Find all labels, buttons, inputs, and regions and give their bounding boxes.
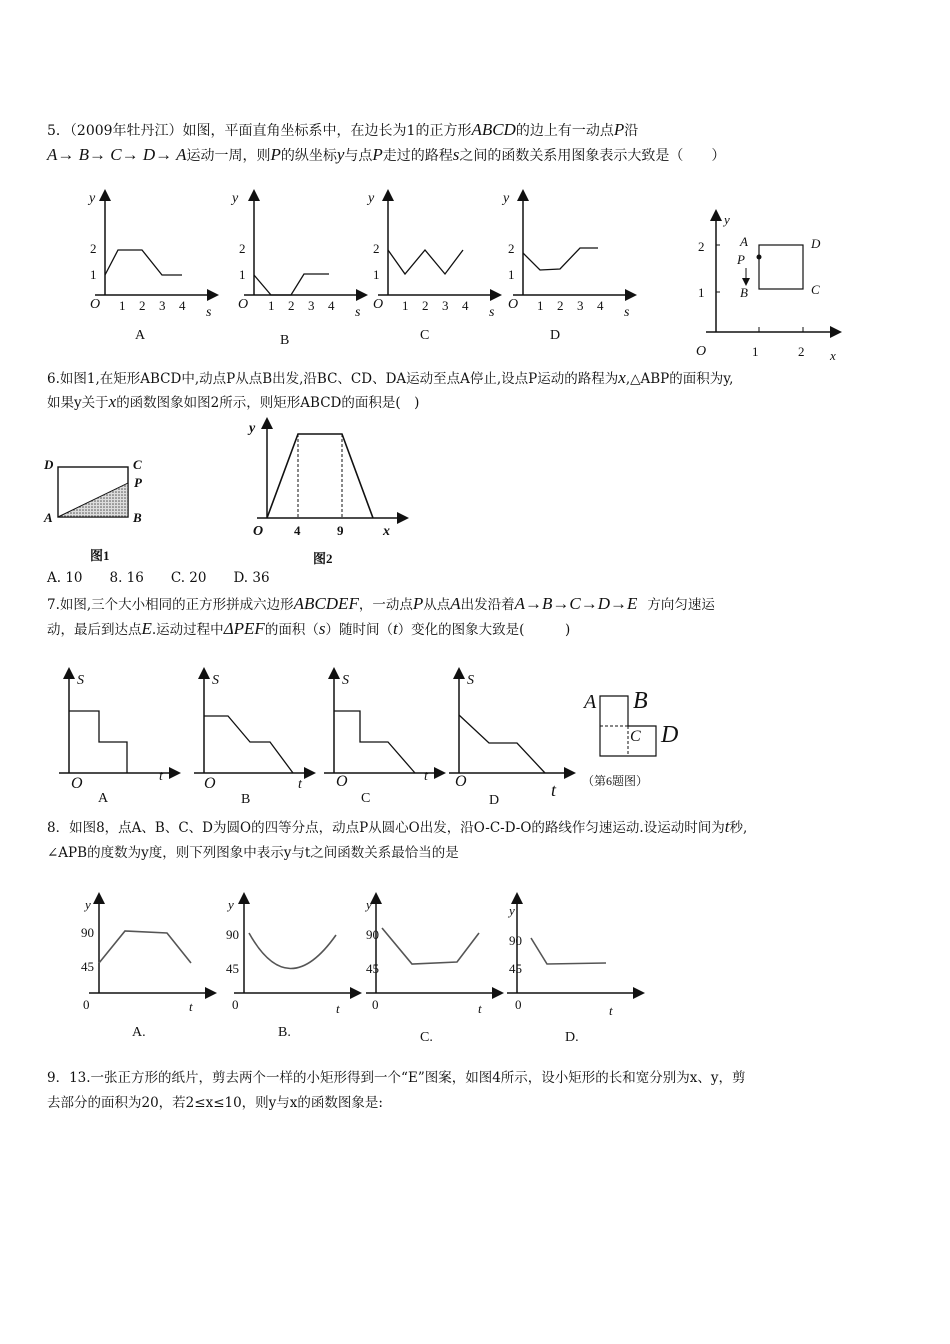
svg-text:t: t [298, 777, 302, 792]
svg-text:0: 0 [83, 997, 90, 1012]
q7b-curve [204, 716, 293, 773]
svg-text:t: t [551, 780, 557, 800]
svg-text:4: 4 [462, 298, 469, 313]
svg-text:1: 1 [90, 267, 97, 282]
q7-option-d: D [489, 793, 500, 808]
q6-choices: A. 10 8. 16 C. 20 D. 36 [47, 570, 270, 586]
q8-line-2: ∠APB的度数为y度，则下列图象中表示y与t之间函数关系最恰当的是 [47, 845, 459, 861]
svg-text:2: 2 [798, 344, 805, 359]
q5-line-1: 5．（2009年牡丹江）如图，平面直角坐标系中，在边长为1的正方形ABCD的边上有一动点P沿 [47, 120, 639, 139]
q5-option-b: B [280, 333, 290, 348]
svg-text:1: 1 [698, 285, 705, 300]
q7d-curve [459, 715, 545, 773]
svg-text:（第6题图）: （第6题图） [582, 774, 649, 788]
svg-text:t: t [424, 769, 428, 784]
q7-hexagon-figure [578, 678, 698, 793]
svg-text:1: 1 [402, 298, 409, 313]
q5d-curve [523, 248, 598, 270]
q7-graph-b [190, 668, 320, 792]
q5c-curve [388, 250, 463, 274]
svg-text:y: y [228, 897, 234, 912]
svg-text:2: 2 [373, 241, 380, 256]
q7-graph-c [320, 668, 450, 788]
svg-text:0: 0 [372, 997, 379, 1012]
q6-curve [267, 434, 373, 518]
q7a-curve [69, 711, 127, 773]
svg-text:y: y [85, 897, 91, 912]
svg-text:1: 1 [537, 298, 544, 313]
svg-text:45: 45 [226, 961, 239, 976]
svg-text:S: S [342, 673, 349, 688]
svg-text:O: O [508, 297, 519, 312]
q6-figure-1 [40, 455, 170, 565]
svg-text:t: t [609, 1003, 613, 1018]
q6-line-2: 如果y关于x的函数图象如图2所示，则矩形ABCD的面积是( ) [47, 392, 420, 411]
svg-text:S: S [212, 673, 219, 688]
svg-text:O: O [71, 775, 83, 792]
svg-text:1: 1 [508, 267, 515, 282]
q8a-curve [99, 931, 191, 963]
svg-text:B: B [740, 285, 748, 300]
svg-text:B: B [633, 688, 648, 714]
q8-graph-c [362, 893, 502, 1016]
svg-text:0: 0 [232, 997, 239, 1012]
svg-text:y: y [509, 903, 515, 918]
svg-text:1: 1 [752, 344, 759, 359]
q5-square-figure [688, 210, 848, 370]
svg-text:4: 4 [294, 523, 301, 538]
svg-text:x: x [830, 348, 836, 363]
q8-option-d: D. [565, 1030, 579, 1045]
q5b-curve [254, 274, 329, 295]
svg-text:90: 90 [81, 925, 94, 940]
q6-line-1: 6.如图1,在矩形ABCD中,动点P从点B出发,沿BC、CD、DA运动至点A停止,设点P运动的路程为x,△ABP的面积为y, [47, 368, 734, 387]
svg-text:1: 1 [373, 267, 380, 282]
q5-graph-b [234, 190, 364, 320]
q7-line-1: 7.如图,三个大小相同的正方形拼成六边形ABCDEF，一动点P从点A出发沿着A→B→C→D→E 方向匀速运 [47, 594, 715, 613]
svg-text:y: y [366, 897, 372, 912]
svg-text:45: 45 [81, 959, 94, 974]
q5-graph-c [368, 190, 498, 320]
q8-graph-a [75, 893, 215, 1013]
svg-text:P: P [134, 475, 142, 490]
q9-line-2: 去部分的面积为20，若2≤x≤10，则y与x的函数图象是: [47, 1095, 383, 1111]
svg-text:3: 3 [577, 298, 584, 313]
svg-text:x: x [383, 524, 390, 539]
q8-graph-b [220, 893, 360, 1016]
svg-text:2: 2 [288, 298, 295, 313]
svg-text:O: O [253, 524, 264, 539]
svg-text:90: 90 [366, 927, 379, 942]
svg-text:D: D [44, 457, 54, 472]
svg-text:S: S [467, 673, 474, 688]
q5-line-2: A→ B→ C→ D→ A运动一周，则P的纵坐标y与点P走过的路程s之间的函数关系用图象表示大致是（ ） [47, 145, 726, 164]
svg-text:s: s [206, 305, 212, 320]
svg-text:图1: 图1 [90, 548, 110, 563]
svg-text:2: 2 [698, 239, 705, 254]
svg-text:O: O [204, 775, 216, 792]
svg-text:O: O [455, 773, 467, 790]
q8-graph-d [503, 893, 643, 1018]
svg-text:C: C [133, 457, 142, 472]
q5-option-c: C [420, 328, 430, 343]
svg-text:t: t [189, 999, 193, 1014]
svg-text:9: 9 [337, 523, 344, 538]
q8-option-a: A. [132, 1025, 146, 1040]
svg-text:3: 3 [442, 298, 449, 313]
q8-line-1: 8．如图8，点A、B、C、D为圆O的四等分点，动点P从圆心O出发，沿O-C-D-O的路线作匀速运动.设运动时间为t秒, [47, 817, 748, 836]
svg-text:t: t [336, 1001, 340, 1016]
svg-text:O: O [696, 344, 707, 359]
q5a-curve [105, 250, 182, 275]
svg-text:2: 2 [508, 241, 515, 256]
svg-text:D: D [811, 236, 821, 251]
svg-text:90: 90 [509, 933, 522, 948]
q7-line-2: 动，最后到达点E.运动过程中ΔPEF的面积（s）随时间（t）变化的图象大致是( ) [47, 619, 571, 638]
svg-text:1: 1 [268, 298, 275, 313]
svg-text:O: O [336, 773, 348, 790]
q8c-curve [382, 928, 479, 964]
svg-text:45: 45 [509, 961, 522, 976]
svg-text:t: t [478, 1001, 482, 1016]
svg-text:A: A [44, 510, 53, 525]
svg-text:O: O [373, 297, 384, 312]
q5-square-name: ABCD [471, 120, 516, 139]
q6-figure-2 [245, 418, 415, 568]
q8b-curve [249, 933, 336, 969]
svg-text:D: D [661, 722, 679, 748]
svg-text:y: y [368, 191, 375, 206]
svg-text:2: 2 [90, 241, 97, 256]
svg-text:图2: 图2 [313, 551, 333, 566]
svg-text:A: A [740, 234, 748, 249]
q7-option-b: B [241, 792, 251, 807]
svg-text:45: 45 [366, 961, 379, 976]
svg-text:3: 3 [159, 298, 166, 313]
svg-text:2: 2 [139, 298, 146, 313]
q5-graph-a [85, 190, 215, 320]
svg-text:C: C [811, 282, 820, 297]
svg-text:2: 2 [239, 241, 246, 256]
svg-text:2: 2 [557, 298, 564, 313]
svg-text:y: y [249, 421, 256, 436]
svg-text:2: 2 [422, 298, 429, 313]
svg-text:t: t [159, 769, 163, 784]
svg-text:y: y [503, 191, 510, 206]
svg-text:3: 3 [308, 298, 315, 313]
svg-text:y: y [232, 191, 239, 206]
svg-text:s: s [355, 305, 361, 320]
svg-text:S: S [77, 673, 84, 688]
svg-text:A: A [584, 691, 597, 713]
svg-text:90: 90 [226, 927, 239, 942]
svg-text:B: B [133, 510, 142, 525]
q7c-curve [334, 711, 415, 773]
q7-option-c: C [361, 791, 371, 806]
q8-option-c: C. [420, 1030, 433, 1045]
svg-text:0: 0 [515, 997, 522, 1012]
q5a-y-label: y [89, 191, 96, 206]
q7-graph-d [445, 668, 585, 808]
q5-square [759, 245, 803, 289]
svg-text:4: 4 [328, 298, 335, 313]
svg-text:4: 4 [597, 298, 604, 313]
svg-text:1: 1 [239, 267, 246, 282]
q5-option-d: D [550, 328, 561, 343]
q7-graph-a [55, 668, 185, 792]
q9-line-1: 9．13.一张正方形的纸片，剪去两个一样的小矩形得到一个“E”图案，如图4所示，设小矩形的长和宽分别为x、y，剪 [47, 1070, 746, 1086]
q5-path: A→ B→ C→ D→ A [47, 145, 187, 164]
svg-text:s: s [624, 305, 630, 320]
svg-text:O: O [238, 297, 249, 312]
q8-option-b: B. [278, 1025, 291, 1040]
svg-text:4: 4 [179, 298, 186, 313]
svg-text:C: C [630, 728, 641, 745]
svg-text:s: s [489, 305, 495, 320]
q8d-curve [531, 938, 606, 964]
svg-text:P: P [737, 252, 745, 267]
q5-option-a: A [135, 328, 146, 343]
q5-graph-d [503, 190, 633, 320]
svg-text:1: 1 [119, 298, 126, 313]
svg-text:y: y [724, 212, 730, 227]
q7-option-a: A [98, 791, 109, 806]
svg-text:O: O [90, 297, 101, 312]
